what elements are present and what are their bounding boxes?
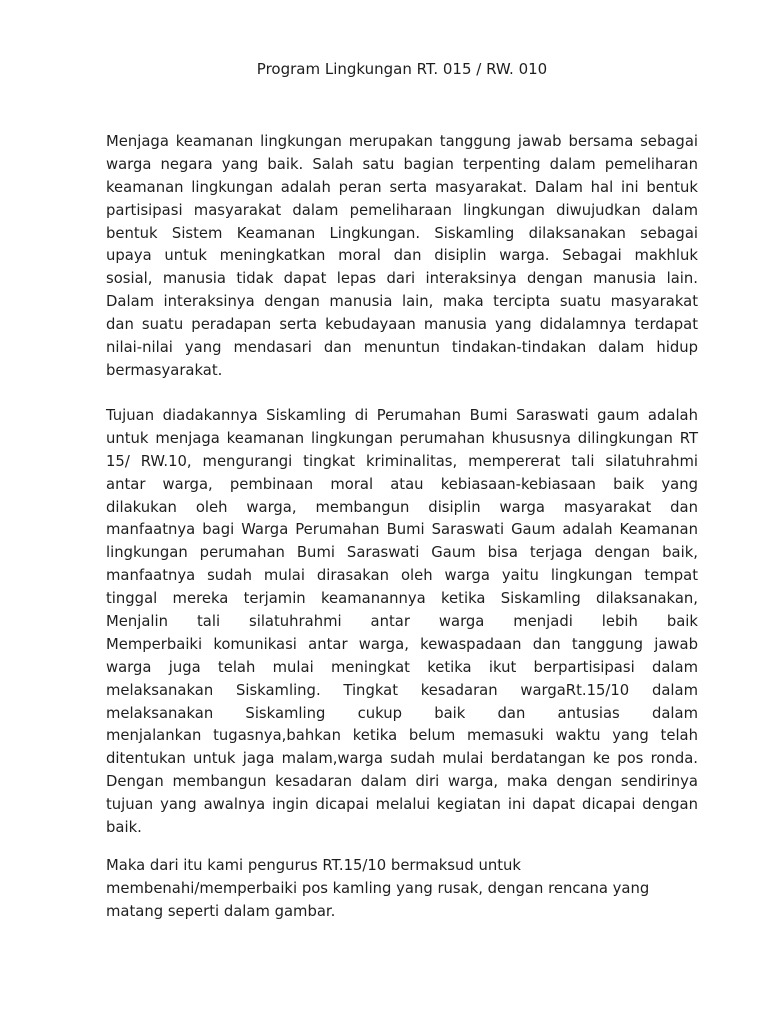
paragraph-line: keamanan lingkungan adalah peran serta masyarakat. Dalam hal ini bentuk: [106, 178, 698, 196]
paragraph-intro: [106, 131, 698, 383]
paragraph-line: 15/ RW.10, mengurangi tingkat kriminalitas, mempererat tali silatuhrahmi: [106, 452, 698, 470]
paragraph-line: untuk menjaga keamanan lingkungan perumahan khususnya dilingkungan RT: [106, 429, 698, 447]
paragraph-line: Tujuan diadakannya Siskamling di Perumahan Bumi Saraswati gaum adalah: [106, 407, 698, 424]
paragraph-line: melaksanakan Siskamling. Tingkat kesadaran wargaRt.15/10 dalam: [106, 681, 698, 699]
paragraph-conclusion: [106, 855, 698, 924]
paragraph-line: Memperbaiki komunikasi antar warga, kewaspadaan dan tanggung jawab: [106, 635, 698, 653]
paragraph-line: manfaatnya bagi Warga Perumahan Bumi Saraswati Gaum adalah Keamanan: [106, 521, 698, 539]
paragraph-line: tinggal mereka terjamin keamanannya ketika Siskamling dilaksanakan,: [106, 590, 698, 608]
paragraph-line: ditentukan untuk jaga malam,warga sudah mulai berdatangan ke pos ronda.: [106, 750, 698, 768]
paragraph-line: tujuan yang awalnya ingin dicapai melalui kegiatan ini dapat dicapai dengan: [106, 796, 698, 814]
paragraph-line: matang seperti dalam gambar.: [106, 902, 336, 920]
document-title: Program Lingkungan RT. 015 / RW. 010: [256, 60, 548, 78]
paragraph-line: dan suatu peradapan serta kebudayaan manusia yang didalamnya terdapat: [106, 316, 698, 334]
paragraph-line: Dengan membangun kesadaran dalam diri warga, maka dengan sendirinya: [106, 773, 698, 791]
paragraph-line: Maka dari itu kami pengurus RT.15/10 bermaksud untuk: [106, 857, 521, 874]
paragraph-purpose: [106, 405, 698, 840]
paragraph-line: menjalankan tugasnya,bahkan ketika belum memasuki waktu yang telah: [106, 727, 698, 745]
paragraph-line: Menjalin tali silatuhrahmi antar warga menjadi lebih baik: [106, 613, 698, 631]
paragraph-line: Menjaga keamanan lingkungan merupakan tanggung jawab bersama sebagai: [106, 133, 698, 150]
paragraph-line: warga negara yang baik. Salah satu bagian terpenting dalam pemeliharan: [106, 155, 698, 173]
paragraph-line: bentuk Sistem Keamanan Lingkungan. Siskamling dilaksanakan sebagai: [106, 224, 698, 242]
paragraph-line: membenahi/memperbaiki pos kamling yang rusak, dengan rencana yang: [106, 879, 650, 897]
paragraph-line: warga juga telah mulai meningkat ketika ikut berpartisipasi dalam: [106, 658, 698, 676]
paragraph-line: nilai-nilai yang mendasari dan menuntun tindakan-tindakan dalam hidup: [106, 339, 698, 357]
paragraph-line: manfaatnya sudah mulai dirasakan oleh warga yaitu lingkungan tempat: [106, 567, 698, 585]
paragraph-line: melaksanakan Siskamling cukup baik dan antusias dalam: [106, 704, 698, 722]
paragraph-line: upaya untuk meningkatkan moral dan disiplin warga. Sebagai makhluk: [106, 247, 698, 265]
paragraph-line: baik.: [106, 819, 142, 837]
paragraph-line: sosial, manusia tidak dapat lepas dari interaksinya dengan manusia lain.: [106, 270, 698, 288]
paragraph-line: antar warga, pembinaan moral atau kebiasaan-kebiasaan baik yang: [106, 475, 698, 493]
paragraph-line: Dalam interaksinya dengan manusia lain, maka tercipta suatu masyarakat: [106, 293, 698, 311]
paragraph-line: partisipasi masyarakat dalam pemeliharaan lingkungan diwujudkan dalam: [106, 201, 698, 219]
paragraph-line: bermasyarakat.: [106, 361, 223, 379]
paragraph-line: lingkungan perumahan Bumi Saraswati Gaum bisa terjaga dengan baik,: [106, 544, 698, 562]
paragraph-line: dilakukan oleh warga, membangun disiplin warga masyarakat dan: [106, 498, 698, 516]
